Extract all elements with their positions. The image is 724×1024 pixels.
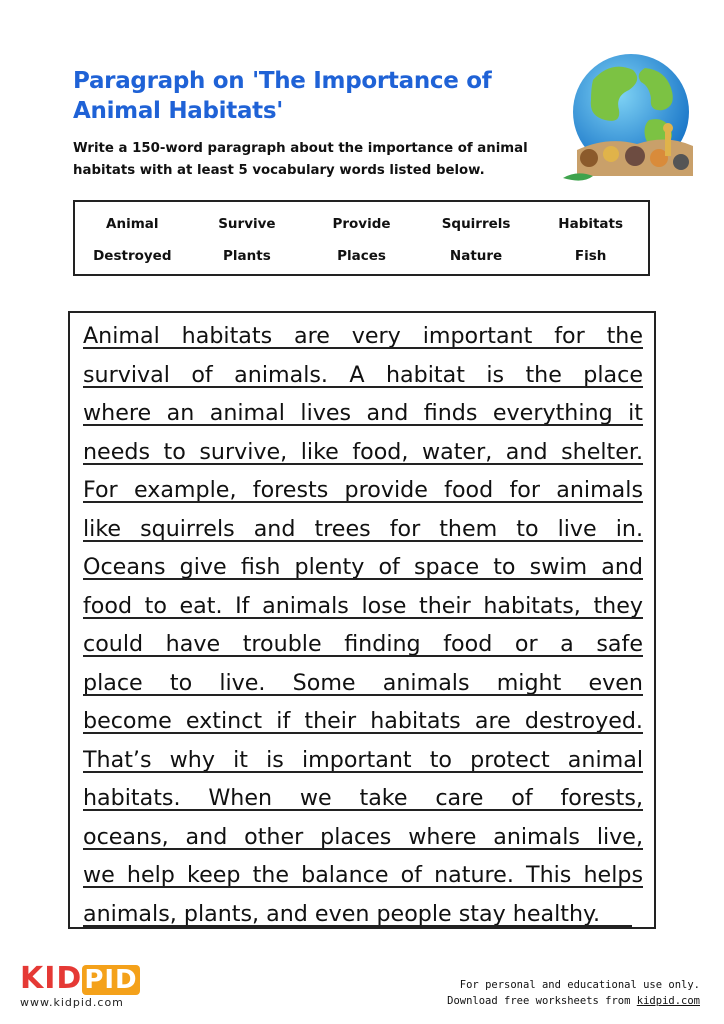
footer-link[interactable]: kidpid.com <box>636 995 700 1007</box>
paragraph-line: oceans, and other places where animals live, <box>83 823 643 850</box>
paragraph-line: we help keep the balance of nature. This helps <box>83 862 643 888</box>
paragraph-line: Oceans give fish plenty of space to swim and <box>83 554 643 580</box>
kidpid-logo[interactable] <box>20 961 140 996</box>
instructions: Write a 150-word paragraph about the importance of animal habitats with at least 5 vocabulary words listed below. <box>73 141 528 178</box>
vocabulary-row <box>75 216 648 232</box>
logo-pid-text: PID <box>84 965 138 995</box>
paragraph-line: Animal habitats are very important for the <box>83 323 643 349</box>
paragraph-line: For example, forests provide food for animals <box>83 477 643 503</box>
vocabulary-word: Squirrels <box>441 216 511 232</box>
paragraph-line: where an animal lives and finds everything it <box>83 400 643 426</box>
vocabulary-word: Plants <box>223 248 271 264</box>
paragraph-line: place to live. Some animals might even <box>83 669 643 696</box>
vocabulary-word: Habitats <box>558 216 624 232</box>
vocabulary-word: Provide <box>332 216 391 232</box>
paragraph-line: food to eat. If animals lose their habitats, they <box>83 592 643 619</box>
paragraph-line: like squirrels and trees for them to live in. <box>83 515 643 542</box>
paragraph-line: habitats. When we take care of forests, <box>83 785 643 811</box>
paragraph-line: That’s why it is important to protect animal <box>83 746 643 773</box>
logo-url[interactable]: www.kidpid.com <box>20 996 124 1009</box>
paragraph-line: survival of animals. A habitat is the place <box>83 361 643 388</box>
globe-animals-icon <box>553 50 703 190</box>
vocabulary-word: Destroyed <box>93 248 172 264</box>
logo-kid-text: KID <box>20 961 83 996</box>
page-title: Paragraph on 'The Importance of Animal Habitats' <box>73 68 492 124</box>
paragraph-line: become extinct if their habitats are destroyed. <box>83 708 643 734</box>
footer-usage-text: For personal and educational use only. <box>459 979 700 991</box>
vocabulary-word: Fish <box>574 248 607 264</box>
paragraph-box <box>68 311 656 929</box>
vocabulary-word: Places <box>337 248 386 264</box>
paragraph-line: needs to survive, like food, water, and shelter. <box>83 438 643 465</box>
vocabulary-word: Animal <box>106 216 159 232</box>
footer-download-text: Download free worksheets from <box>447 995 637 1007</box>
paragraph-line: animals, plants, and even people stay healthy. <box>83 899 643 929</box>
vocabulary-box <box>73 200 650 276</box>
paragraph-line: could have trouble finding food or a safe <box>83 631 643 657</box>
footer-download-line <box>400 993 700 1009</box>
vocabulary-row <box>75 248 648 264</box>
vocabulary-word: Nature <box>449 248 503 264</box>
footer-note <box>400 977 700 1009</box>
vocabulary-word: Survive <box>218 216 276 232</box>
